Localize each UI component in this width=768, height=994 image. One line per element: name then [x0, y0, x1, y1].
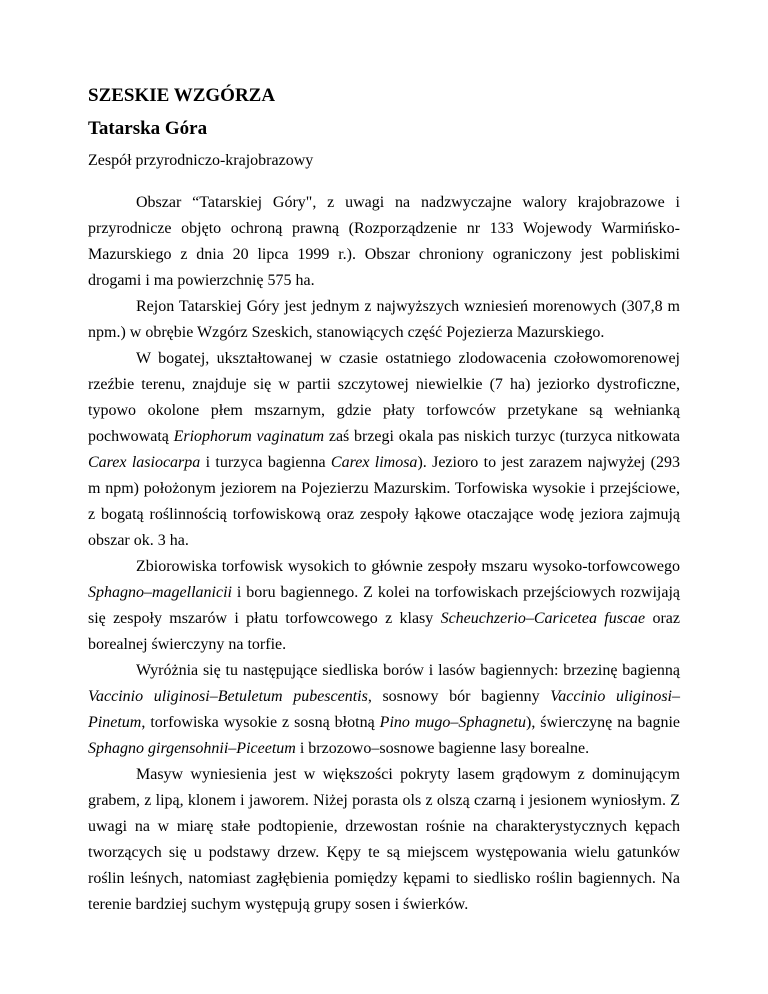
section-title: Tatarska Góra: [88, 118, 208, 139]
paragraph-6: [88, 762, 680, 918]
species-name: Sphagno girgensohnii–Piceetum: [88, 740, 296, 757]
species-name: Pino mugo–Sphagnetu: [379, 714, 526, 731]
document-page: [88, 80, 680, 918]
paragraph-3: [88, 346, 680, 554]
paragraph-2: [88, 294, 680, 346]
document-title: SZESKIE WZGÓRZA: [88, 85, 276, 106]
body-text: [88, 190, 680, 918]
text-segment: ), świerczynę na bagnie: [525, 714, 680, 731]
paragraph-5: [88, 658, 680, 762]
text-segment: oraz borealnej świerczyny na torfie.: [88, 610, 680, 653]
text-segment: , sosnowy bór bagienny: [367, 688, 551, 705]
paragraph-1: [88, 190, 680, 294]
species-name: Eriophorum vaginatum: [173, 428, 325, 445]
text-segment: , torfowiska wysokie z sosną błotną: [141, 714, 380, 731]
text-segment: i boru bagiennego. Z kolei na torfowiskach przejściowych rozwijają się zespoły mszarów i płatu torfowcowego z klasy: [88, 584, 680, 627]
text-segment: i turzyca bagienna: [200, 454, 331, 471]
text-segment: ). Jezioro to jest zarazem najwyżej (293 m npm) położonym jeziorem na Pojezierzu Mazurskim. Torfowiska wysokie i przejściowe, z bogatą roślinnością torfowiskową oraz zespoły łąkowe otaczające wodę jeziora zajmują obszar ok. 3 ha.: [88, 454, 681, 549]
text-segment: Zbiorowiska torfowisk wysokich to głównie zespoły mszaru wysoko-torfowcowego: [136, 558, 680, 575]
species-name: Sphagno–magellanicii: [88, 584, 232, 601]
species-name: Carex lasiocarpa: [88, 454, 201, 471]
species-name: Scheuchzerio–Caricetea fuscae: [440, 610, 646, 627]
text-segment: Wyróżnia się tu następujące siedliska borów i lasów bagiennych: brzezinę bagienną: [136, 662, 680, 679]
section-subtitle: Zespół przyrodniczo-krajobrazowy: [88, 152, 314, 169]
species-name: Vaccinio uliginosi–Pinetum: [88, 688, 680, 731]
text-segment: Masyw wyniesienia jest w większości pokryty lasem grądowym z dominującym grabem, z lipą, klonem i jaworem. Niżej porasta ols z olszą czarną i jesionem wyniosłym. Z uwagi na w miarę stałe podtopienie, drzewostan rośnie na charakterystycznych kępach tworzących się u podstawy drzew. Kępy te są miejscem występowania wielu gatunków roślin leśnych, natomiast zagłębienia pomiędzy kępami to siedlisko roślin bagiennych. Na terenie bardziej suchym występują grupy sosen i świerków.: [88, 766, 680, 913]
species-name: Vaccinio uliginosi–Betuletum pubescentis: [88, 688, 368, 705]
paragraph-4: [88, 554, 680, 658]
text-segment: Obszar “Tatarskiej Góry", z uwagi na nadzwyczajne walory krajobrazowe i przyrodnicze objęto ochroną prawną (Rozporządzenie nr 133 Wojewody Warmińsko-Mazurskiego z dnia 20 lipca 1999 r.). Obszar chroniony ograniczony jest pobliskimi drogami i ma powierzchnię 575 ha.: [88, 194, 680, 289]
text-segment: Rejon Tatarskiej Góry jest jednym z najwyższych wzniesień morenowych (307,8 m npm.) w obrębie Wzgórz Szeskich, stanowiących część Pojezierza Mazurskiego.: [88, 298, 680, 341]
text-segment: W bogatej, ukształtowanej w czasie ostatniego zlodowacenia czołowomorenowej rzeźbie terenu, znajduje się w partii szczytowej niewielkie (7 ha) jeziorko dystroficzne, typowo okolone płem mszarnym, gdzie płaty torfowców przetykane są wełnianką pochwowatą: [88, 350, 680, 445]
text-segment: zaś brzegi okala pas niskich turzyc (turzyca nitkowata: [324, 428, 681, 445]
species-name: Carex limosa: [330, 454, 418, 471]
text-segment: i brzozowo–sosnowe bagienne lasy borealne.: [295, 740, 590, 757]
